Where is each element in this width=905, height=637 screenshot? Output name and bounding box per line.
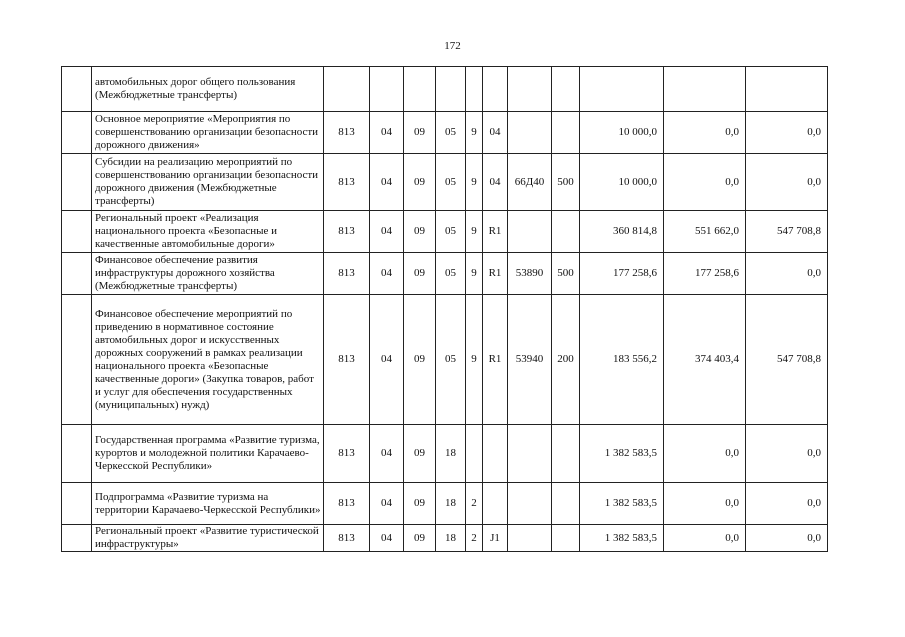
- cell-name: Финансовое обеспечение мероприятий по приведению в нормативное состояние автомобильных дорог и искусственных дорожных сооружений в рамках реализации национального проекта «Безопасные качественные дороги» (Закупка товаров, работ и услуг для обеспечения государственных (муниципальных) нужд): [92, 295, 324, 425]
- cell-subprogram: 9: [466, 253, 483, 295]
- cell-measure: R1: [483, 295, 508, 425]
- table-row: [62, 211, 828, 253]
- cell-section: 04: [370, 112, 404, 154]
- cell-blank: [62, 67, 92, 112]
- cell-expense-type: 500: [552, 154, 580, 211]
- cell-amount-year2: 0,0: [664, 525, 746, 552]
- cell-name: Финансовое обеспечение развития инфраструктуры дорожного хозяйства (Межбюджетные трансферты): [92, 253, 324, 295]
- cell-measure: [483, 67, 508, 112]
- cell-subprogram: 9: [466, 112, 483, 154]
- cell-blank: [62, 525, 92, 552]
- cell-amount-year2: 0,0: [664, 112, 746, 154]
- cell-amount-year1: 177 258,6: [580, 253, 664, 295]
- cell-amount-year1: 1 382 583,5: [580, 525, 664, 552]
- cell-program: 18: [436, 483, 466, 525]
- cell-amount-year2: [664, 67, 746, 112]
- cell-program: 05: [436, 253, 466, 295]
- cell-subprogram: [466, 67, 483, 112]
- cell-section: 04: [370, 154, 404, 211]
- cell-subprogram: 2: [466, 525, 483, 552]
- table-row: [62, 154, 828, 211]
- table-row: [62, 525, 828, 552]
- cell-expense-type: [552, 483, 580, 525]
- cell-measure: 04: [483, 112, 508, 154]
- cell-name: Региональный проект «Развитие туристической инфраструктуры»: [92, 525, 324, 552]
- cell-amount-year1: 10 000,0: [580, 154, 664, 211]
- cell-admin-code: 813: [324, 295, 370, 425]
- cell-amount-year3: 547 708,8: [746, 211, 828, 253]
- cell-subprogram: 9: [466, 295, 483, 425]
- cell-amount-year1: 183 556,2: [580, 295, 664, 425]
- cell-admin-code: 813: [324, 112, 370, 154]
- table-row: [62, 253, 828, 295]
- cell-admin-code: 813: [324, 154, 370, 211]
- cell-amount-year3: 0,0: [746, 483, 828, 525]
- table-row: [62, 425, 828, 483]
- cell-amount-year3: [746, 67, 828, 112]
- cell-expense-type: [552, 112, 580, 154]
- table-row: [62, 483, 828, 525]
- budget-table: [61, 66, 828, 552]
- cell-measure: [483, 483, 508, 525]
- cell-subsection: [404, 67, 436, 112]
- cell-program: 05: [436, 112, 466, 154]
- cell-measure: R1: [483, 253, 508, 295]
- cell-subsection: 09: [404, 483, 436, 525]
- cell-subprogram: 2: [466, 483, 483, 525]
- cell-program: 18: [436, 525, 466, 552]
- cell-name: автомобильных дорог общего пользования (Межбюджетные трансферты): [92, 67, 324, 112]
- cell-amount-year1: 360 814,8: [580, 211, 664, 253]
- cell-admin-code: [324, 67, 370, 112]
- cell-name: Субсидии на реализацию мероприятий по совершенствованию организации безопасности дорожного движения (Межбюджетные трансферты): [92, 154, 324, 211]
- cell-amount-year1: [580, 67, 664, 112]
- cell-direction: 66Д40: [508, 154, 552, 211]
- cell-amount-year3: 0,0: [746, 425, 828, 483]
- cell-section: 04: [370, 253, 404, 295]
- cell-direction: [508, 211, 552, 253]
- cell-expense-type: 200: [552, 295, 580, 425]
- cell-name: Государственная программа «Развитие туризма, курортов и молодежной политики Карачаево-Черкесской Республики»: [92, 425, 324, 483]
- cell-amount-year1: 10 000,0: [580, 112, 664, 154]
- cell-expense-type: [552, 425, 580, 483]
- cell-program: 05: [436, 154, 466, 211]
- cell-amount-year3: 0,0: [746, 154, 828, 211]
- cell-direction: [508, 67, 552, 112]
- cell-measure: [483, 425, 508, 483]
- cell-subprogram: [466, 425, 483, 483]
- cell-program: [436, 67, 466, 112]
- cell-amount-year2: 551 662,0: [664, 211, 746, 253]
- table-row: [62, 295, 828, 425]
- cell-direction: 53890: [508, 253, 552, 295]
- cell-admin-code: 813: [324, 425, 370, 483]
- cell-amount-year1: 1 382 583,5: [580, 425, 664, 483]
- table-row: [62, 67, 828, 112]
- cell-measure: R1: [483, 211, 508, 253]
- cell-blank: [62, 295, 92, 425]
- cell-subprogram: 9: [466, 211, 483, 253]
- cell-amount-year2: 374 403,4: [664, 295, 746, 425]
- cell-subsection: 09: [404, 525, 436, 552]
- cell-expense-type: 500: [552, 253, 580, 295]
- cell-section: 04: [370, 525, 404, 552]
- cell-subsection: 09: [404, 253, 436, 295]
- cell-blank: [62, 112, 92, 154]
- cell-section: 04: [370, 425, 404, 483]
- cell-blank: [62, 253, 92, 295]
- cell-direction: [508, 525, 552, 552]
- cell-direction: [508, 483, 552, 525]
- cell-blank: [62, 211, 92, 253]
- cell-amount-year2: 0,0: [664, 154, 746, 211]
- cell-amount-year2: 177 258,6: [664, 253, 746, 295]
- cell-amount-year3: 0,0: [746, 112, 828, 154]
- cell-subprogram: 9: [466, 154, 483, 211]
- cell-admin-code: 813: [324, 211, 370, 253]
- cell-amount-year2: 0,0: [664, 483, 746, 525]
- cell-subsection: 09: [404, 295, 436, 425]
- cell-admin-code: 813: [324, 483, 370, 525]
- cell-direction: [508, 425, 552, 483]
- cell-section: [370, 67, 404, 112]
- cell-section: 04: [370, 211, 404, 253]
- table-row: [62, 112, 828, 154]
- cell-admin-code: 813: [324, 253, 370, 295]
- cell-program: 18: [436, 425, 466, 483]
- cell-name: Основное мероприятие «Мероприятия по совершенствованию организации безопасности дорожного движения»: [92, 112, 324, 154]
- cell-blank: [62, 483, 92, 525]
- cell-name: Региональный проект «Реализация национального проекта «Безопасные и качественные автомобильные дороги»: [92, 211, 324, 253]
- cell-admin-code: 813: [324, 525, 370, 552]
- cell-amount-year2: 0,0: [664, 425, 746, 483]
- page-number: 172: [444, 40, 461, 52]
- cell-section: 04: [370, 295, 404, 425]
- cell-blank: [62, 154, 92, 211]
- cell-expense-type: [552, 67, 580, 112]
- cell-amount-year1: 1 382 583,5: [580, 483, 664, 525]
- cell-amount-year3: 0,0: [746, 253, 828, 295]
- cell-measure: 04: [483, 154, 508, 211]
- cell-program: 05: [436, 295, 466, 425]
- cell-amount-year3: 547 708,8: [746, 295, 828, 425]
- cell-amount-year3: 0,0: [746, 525, 828, 552]
- cell-name: Подпрограмма «Развитие туризма на территории Карачаево-Черкесской Республики»: [92, 483, 324, 525]
- cell-blank: [62, 425, 92, 483]
- cell-expense-type: [552, 525, 580, 552]
- cell-expense-type: [552, 211, 580, 253]
- cell-direction: 53940: [508, 295, 552, 425]
- cell-subsection: 09: [404, 211, 436, 253]
- cell-subsection: 09: [404, 154, 436, 211]
- cell-section: 04: [370, 483, 404, 525]
- cell-program: 05: [436, 211, 466, 253]
- cell-subsection: 09: [404, 425, 436, 483]
- cell-subsection: 09: [404, 112, 436, 154]
- cell-direction: [508, 112, 552, 154]
- cell-measure: J1: [483, 525, 508, 552]
